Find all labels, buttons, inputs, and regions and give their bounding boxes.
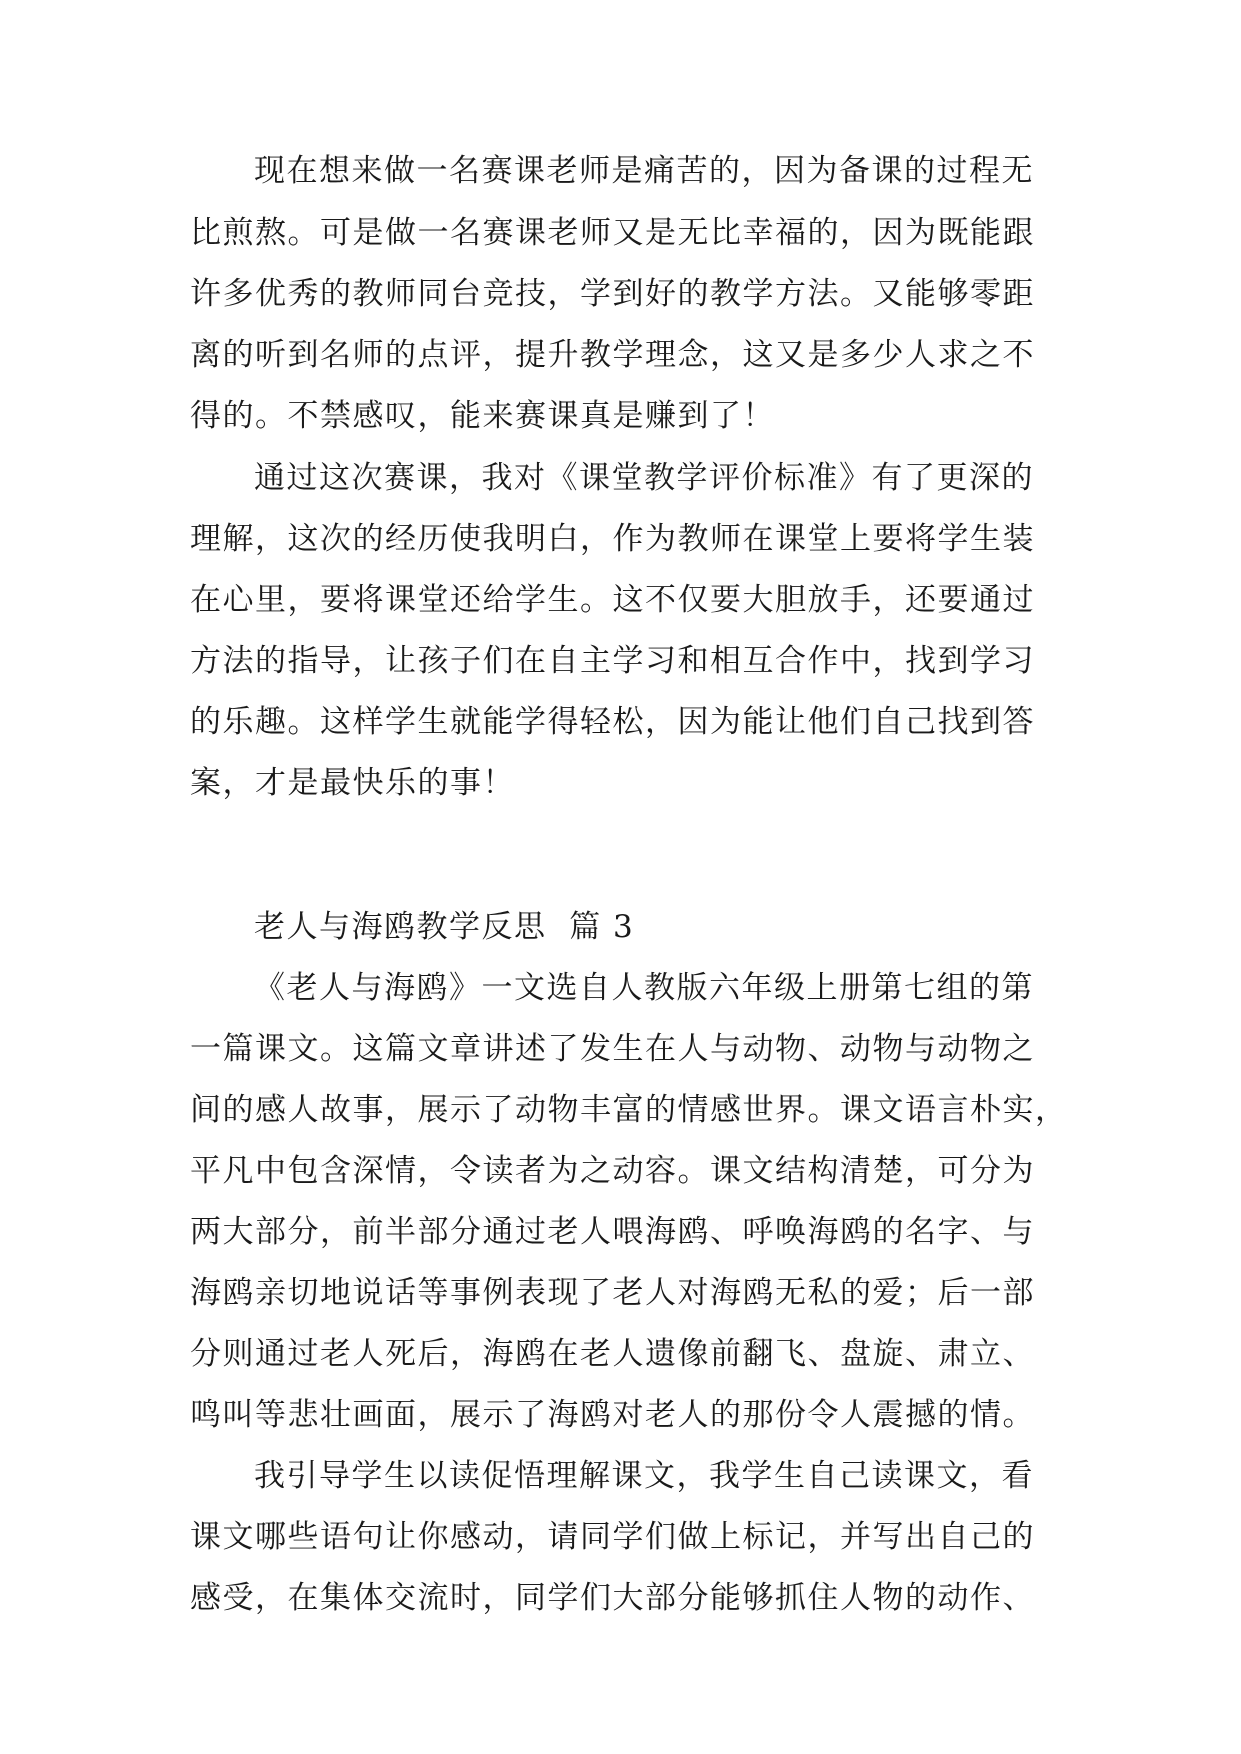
paragraph-3-line-2: 一篇课文。这篇文章讲述了发生在人与动物、动物与动物之: [190, 1031, 1035, 1067]
paragraph-3-line-7: 分则通过老人死后，海鸥在老人遗像前翻飞、盘旋、肃立、: [190, 1336, 1035, 1372]
paragraph-4-line-1: 我引导学生以读促悟理解课文，我学生自己读课文，看: [254, 1458, 1034, 1494]
paragraph-2-line-5: 的乐趣。这样学生就能学得轻松，因为能让他们自己找到答: [190, 704, 1035, 740]
paragraph-1-line-5: 得的。不禁感叹，能来赛课真是赚到了！: [190, 398, 775, 434]
paragraph-2-line-2: 理解，这次的经历使我明白，作为教师在课堂上要将学生装: [190, 521, 1035, 557]
paragraph-4-line-3: 感受，在集体交流时，同学们大部分能够抓住人物的动作、: [190, 1580, 1035, 1616]
paragraph-1-line-1: 现在想来做一名赛课老师是痛苦的，因为备课的过程无: [254, 153, 1034, 189]
paragraph-3-line-1: 《老人与海鸥》一文选自人教版六年级上册第七组的第: [254, 970, 1034, 1006]
paragraph-2-line-3: 在心里，要将课堂还给学生。这不仅要大胆放手，还要通过: [190, 582, 1035, 618]
paragraph-3-line-8: 鸣叫等悲壮画面，展示了海鸥对老人的那份令人震撼的情。: [190, 1397, 1035, 1433]
paragraph-3-line-4: 平凡中包含深情，令读者为之动容。课文结构清楚，可分为: [190, 1153, 1035, 1189]
paragraph-3-line-5: 两大部分，前半部分通过老人喂海鸥、呼唤海鸥的名字、与: [190, 1214, 1035, 1250]
section-heading: 老人与海鸥教学反思 篇 3: [254, 909, 635, 945]
paragraph-2-line-4: 方法的指导，让孩子们在自主学习和相互合作中，找到学习: [190, 643, 1035, 679]
paragraph-1-line-4: 离的听到名师的点评，提升教学理念，这又是多少人求之不: [190, 337, 1035, 373]
paragraph-3-line-3: 间的感人故事，展示了动物丰富的情感世界。课文语言朴实，: [190, 1092, 1068, 1128]
paragraph-3-line-6: 海鸥亲切地说话等事例表现了老人对海鸥无私的爱；后一部: [190, 1275, 1035, 1311]
paragraph-2-line-6: 案，才是最快乐的事！: [190, 765, 515, 801]
paragraph-1-line-3: 许多优秀的教师同台竞技，学到好的教学方法。又能够零距: [190, 276, 1035, 312]
paragraph-2-line-1: 通过这次赛课，我对《课堂教学评价标准》有了更深的: [254, 460, 1034, 496]
paragraph-4-line-2: 课文哪些语句让你感动，请同学们做上标记，并写出自己的: [190, 1519, 1035, 1555]
paragraph-1-line-2: 比煎熬。可是做一名赛课老师又是无比幸福的，因为既能跟: [190, 215, 1035, 251]
